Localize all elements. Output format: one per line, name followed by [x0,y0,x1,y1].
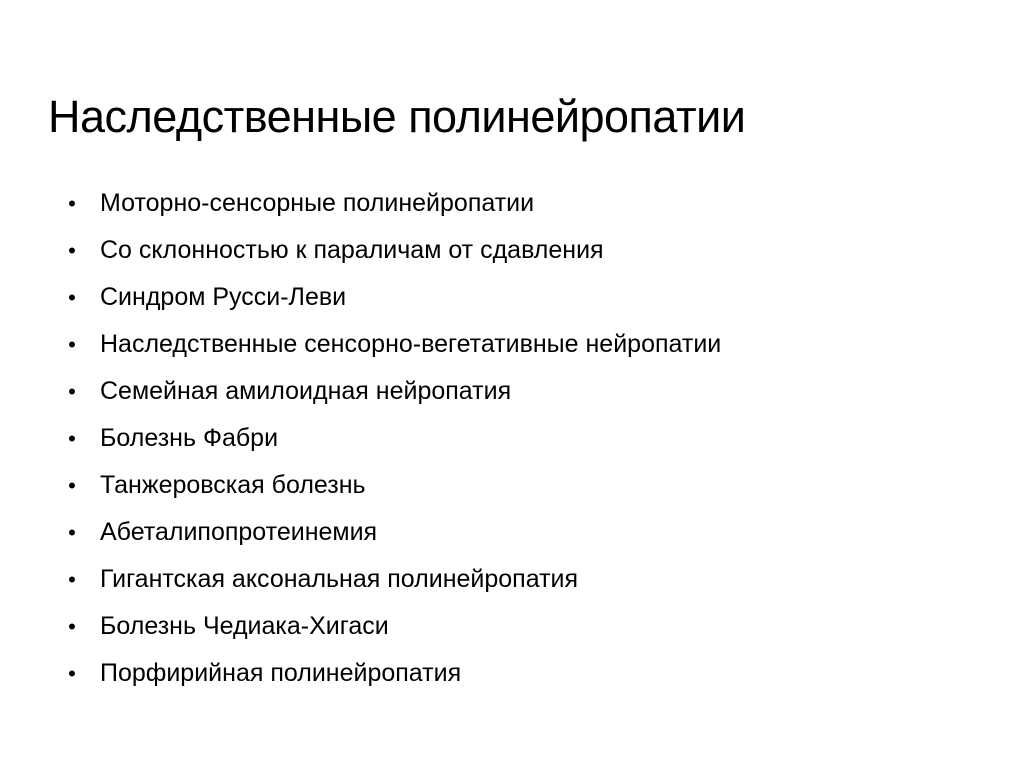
bullet-dot-icon: • [68,191,76,216]
bullet-dot-icon: • [68,661,76,686]
bullet-dot-icon: • [68,285,76,310]
page-title: Наследственные полинейропатии [48,91,746,143]
list-item-label: Болезнь Фабри [100,424,279,452]
list-item [48,415,988,462]
list-item-label: Наследственные сенсорно-вегетативные нейропатии [100,330,722,358]
list-item-label: Синдром Русси-Леви [100,283,347,311]
bullet-dot-icon: • [68,520,76,545]
list-item [48,603,988,650]
bullet-dot-icon: • [68,567,76,592]
list-item [48,462,988,509]
list-item-label: Семейная амилоидная нейропатия [100,377,512,405]
list-item [48,509,988,556]
bullet-dot-icon: • [68,614,76,639]
list-item-label: Порфирийная полинейропатия [100,659,462,687]
list-item-label: Болезнь Чедиака-Хигаси [100,612,389,640]
list-item-label: Танжеровская болезнь [100,471,366,499]
list-item [48,556,988,603]
bullet-dot-icon: • [68,473,76,498]
bullet-dot-icon: • [68,238,76,263]
bullet-list [48,180,988,697]
list-item [48,368,988,415]
list-item [48,274,988,321]
bullet-dot-icon: • [68,332,76,357]
list-item-label: Гигантская аксональная полинейропатия [100,565,579,593]
list-item [48,321,988,368]
list-item-label: Абеталипопротеинемия [100,518,378,546]
bullet-dot-icon: • [68,426,76,451]
list-item-label: Со склонностью к параличам от сдавления [100,236,604,264]
list-item [48,650,988,697]
list-item-label: Моторно-сенсорные полинейропатии [100,189,535,217]
list-item [48,180,988,227]
list-item [48,227,988,274]
bullet-dot-icon: • [68,379,76,404]
